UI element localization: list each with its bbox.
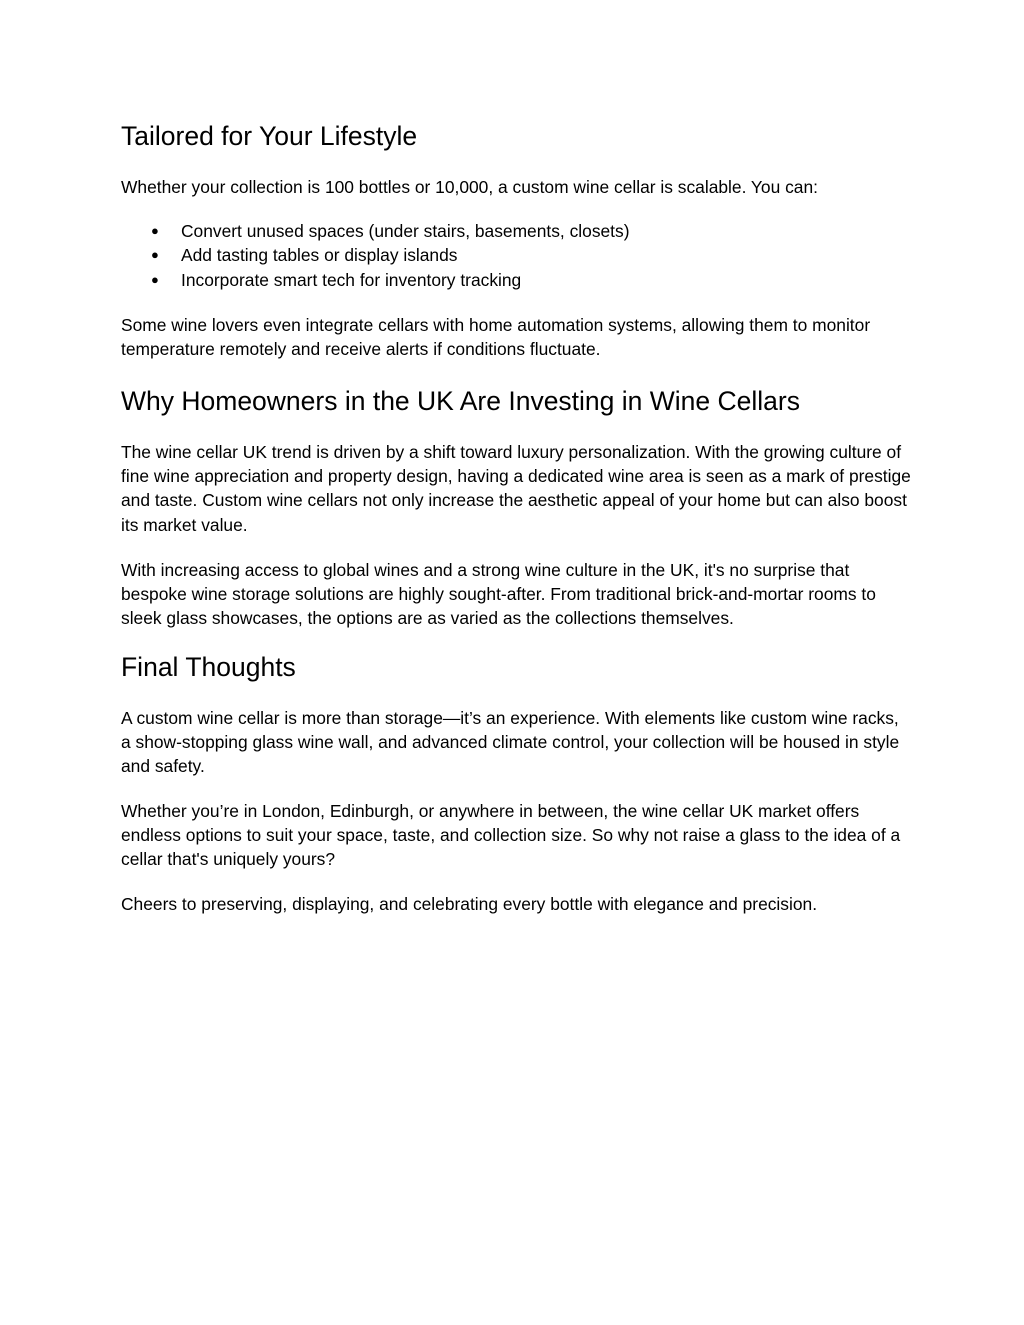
list-item-text: Convert unused spaces (under stairs, basements, closets) bbox=[181, 221, 630, 241]
list-item bbox=[121, 268, 911, 292]
bullet-icon: ● bbox=[151, 271, 159, 287]
list-item bbox=[121, 219, 911, 243]
paragraph-london-edinburgh: Whether you’re in London, Edinburgh, or anywhere in between, the wine cellar UK market offers endless options to suit your space, taste, and collection size. So why not raise a glass to the idea of a cellar that's uniquely yours? bbox=[121, 801, 901, 870]
paragraph-cheers: Cheers to preserving, displaying, and celebrating every bottle with elegance and precision. bbox=[121, 894, 818, 914]
paragraph-home-automation: Some wine lovers even integrate cellars with home automation systems, allowing them to monitor temperature remotely and receive alerts if conditions fluctuate. bbox=[121, 315, 871, 360]
paragraph-global-wines: With increasing access to global wines and a strong wine culture in the UK, it's no surprise that bespoke wine storage solutions are highly sought-after. From traditional brick-and-mortar rooms to sleek glass showcases, the options are as varied as the collections themselves. bbox=[121, 560, 876, 629]
paragraph-more-than-storage: A custom wine cellar is more than storage—it’s an experience. With elements like custom wine racks, a show-stopping glass wine wall, and advanced climate control, your collection will be housed in style and safety. bbox=[121, 708, 900, 777]
bullet-list-options bbox=[121, 219, 911, 292]
paragraph-intro-scalable: Whether your collection is 100 bottles or 10,000, a custom wine cellar is scalable. You can: bbox=[121, 177, 818, 197]
bullet-icon: ● bbox=[151, 223, 159, 238]
paragraph-uk-trend: The wine cellar UK trend is driven by a shift toward luxury personalization. With the growing culture of fine wine appreciation and property design, having a dedicated wine area is seen as a mark of prestige and taste. Custom wine cellars not only increase the aesthetic appeal of your home but can also boost its market value. bbox=[121, 442, 911, 535]
list-item bbox=[121, 243, 911, 267]
heading-why-homeowners: Why Homeowners in the UK Are Investing in Wine Cellars bbox=[121, 386, 800, 416]
list-item-text: Incorporate smart tech for inventory tracking bbox=[181, 269, 522, 290]
list-item-text: Add tasting tables or display islands bbox=[181, 245, 458, 266]
heading-tailored-lifestyle: Tailored for Your Lifestyle bbox=[121, 121, 418, 151]
bullet-icon: ● bbox=[151, 247, 159, 263]
heading-final-thoughts: Final Thoughts bbox=[121, 652, 296, 682]
